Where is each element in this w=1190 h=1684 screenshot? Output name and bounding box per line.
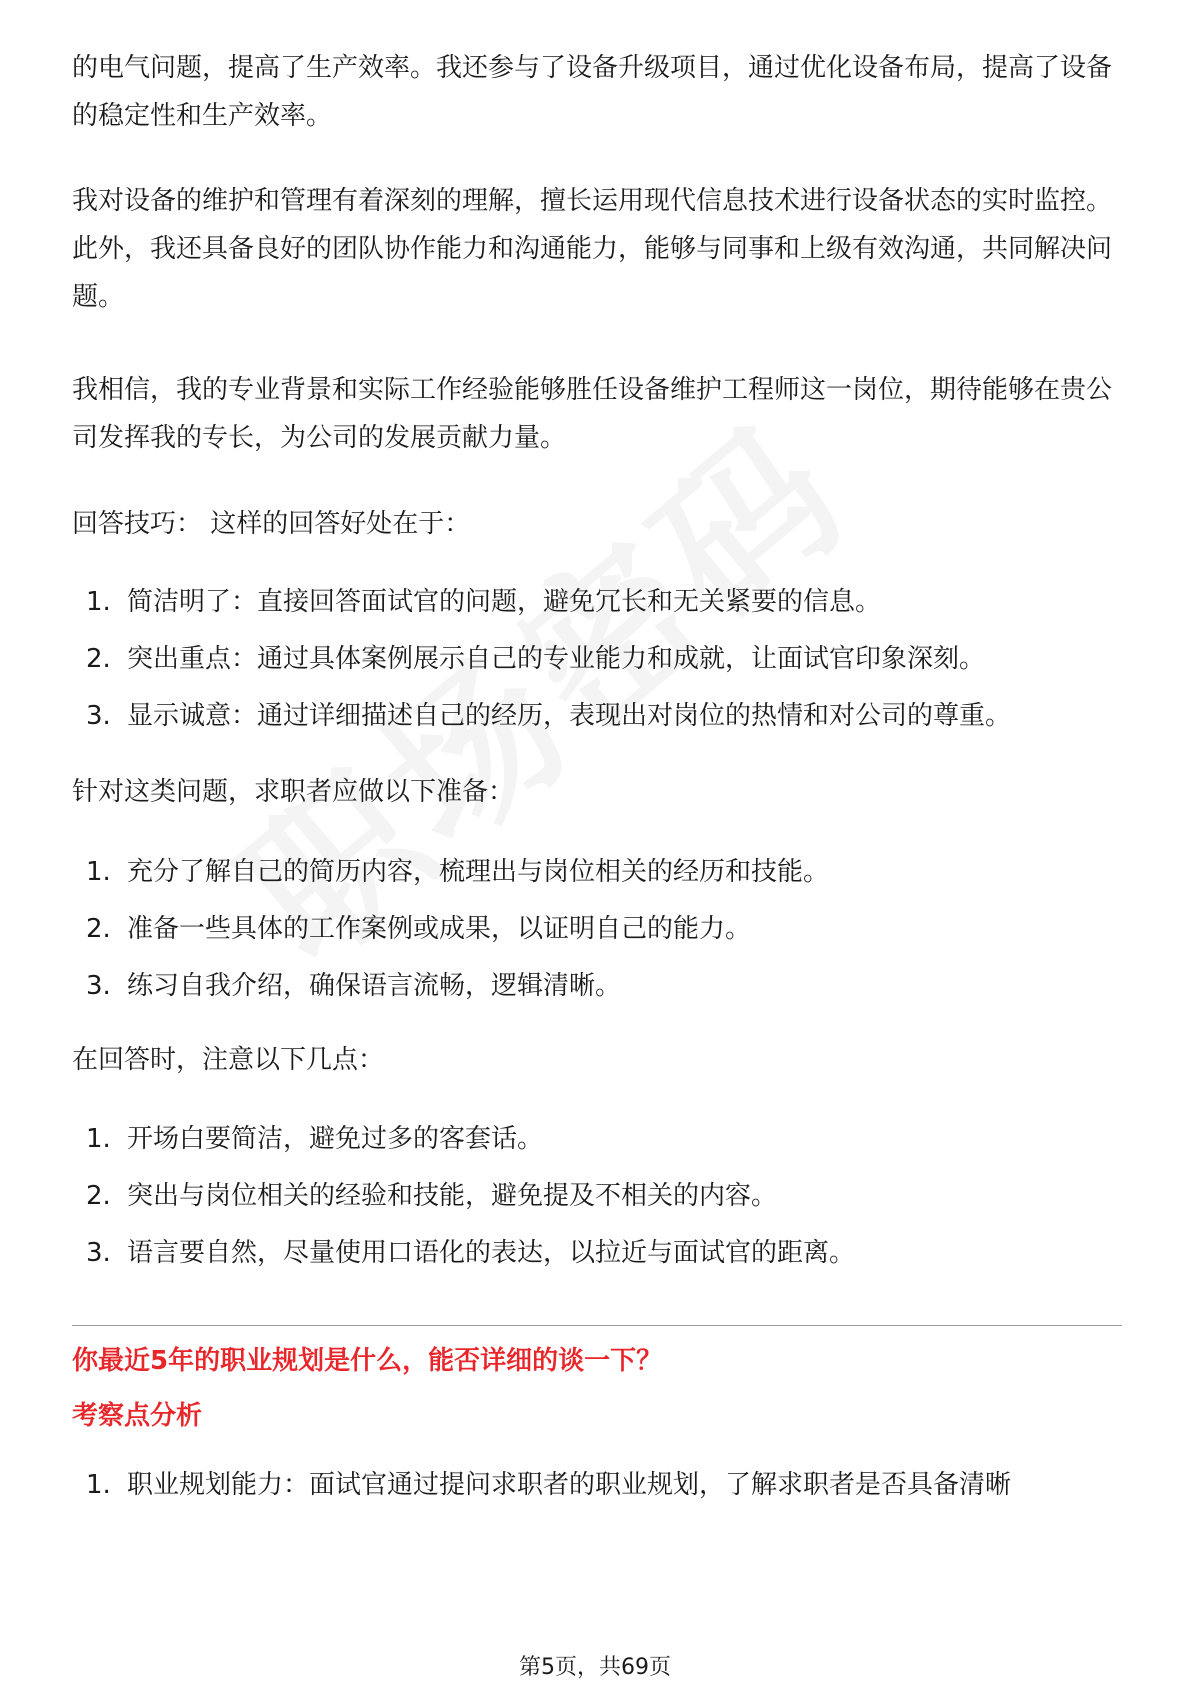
list-item — [72, 901, 1122, 958]
list-text: 职业规划能力：面试官通过提问求职者的职业规划，了解求职者是否具备清晰 — [127, 1470, 1012, 1500]
list-text: 简洁明了：直接回答面试官的问题，避免冗长和无关紧要的信息。 — [127, 587, 882, 617]
page-footer: 第5页，共69页 — [519, 1655, 671, 1680]
numbered-list-preparation — [72, 844, 1122, 1015]
question-heading: 你最近5年的职业规划是什么，能否详细的谈一下？ — [72, 1346, 663, 1376]
list-text: 练习自我介绍，确保语言流畅，逻辑清晰。 — [127, 971, 622, 1001]
list-text: 突出与岗位相关的经验和技能，避免提及不相关的内容。 — [127, 1181, 778, 1211]
list-number: 1. — [86, 587, 111, 617]
list-item — [72, 1225, 1122, 1282]
list-item — [72, 1457, 1122, 1514]
divider — [72, 1325, 1122, 1326]
list-number: 1. — [86, 1124, 111, 1154]
list-text: 准备一些具体的工作案例或成果，以证明自己的能力。 — [127, 914, 752, 944]
paragraph: 我对设备的维护和管理有着深刻的理解，擅长运用现代信息技术进行设备状态的实时监控。此外，我还具备良好的团队协作能力和沟通能力，能够与同事和上级有效沟通，共同解决问题。 — [72, 186, 1113, 312]
paragraph-notes: 在回答时，注意以下几点： — [72, 1045, 385, 1075]
list-number: 2. — [86, 1181, 111, 1211]
list-number: 1. — [86, 857, 111, 887]
list-item — [72, 574, 1122, 631]
paragraph: 我相信，我的专业背景和实际工作经验能够胜任设备维护工程师这一岗位，期待能够在贵公司发挥我的专长，为公司的发展贡献力量。 — [72, 375, 1113, 453]
numbered-list-analysis — [72, 1457, 1122, 1514]
list-item — [72, 844, 1122, 901]
analysis-heading: 考察点分析 — [72, 1401, 203, 1431]
list-text: 语言要自然，尽量使用口语化的表达，以拉近与面试官的距离。 — [127, 1238, 856, 1268]
paragraph-answer-tips: 回答技巧： 这样的回答好处在于： — [72, 509, 471, 539]
paragraph: 的电气问题，提高了生产效率。我还参与了设备升级项目，通过优化设备布局，提高了设备的稳定性和生产效率。 — [72, 53, 1113, 131]
list-number: 2. — [86, 644, 111, 674]
list-number: 3. — [86, 701, 111, 731]
list-text: 开场白要简洁，避免过多的客套话。 — [127, 1124, 544, 1154]
list-item — [72, 1168, 1122, 1225]
numbered-list-notes — [72, 1111, 1122, 1282]
list-number: 1. — [86, 1470, 111, 1500]
list-text: 突出重点：通过具体案例展示自己的专业能力和成就，让面试官印象深刻。 — [127, 644, 986, 674]
list-item — [72, 958, 1122, 1015]
list-text: 充分了解自己的简历内容，梳理出与岗位相关的经历和技能。 — [127, 857, 830, 887]
list-item — [72, 688, 1122, 745]
list-number: 3. — [86, 971, 111, 1001]
list-item — [72, 631, 1122, 688]
list-item — [72, 1111, 1122, 1168]
numbered-list-tips — [72, 574, 1122, 745]
list-number: 2. — [86, 914, 111, 944]
list-text: 显示诚意：通过详细描述自己的经历，表现出对岗位的热情和对公司的尊重。 — [127, 701, 1012, 731]
list-number: 3. — [86, 1238, 111, 1268]
paragraph-preparation: 针对这类问题，求职者应做以下准备： — [72, 777, 515, 807]
